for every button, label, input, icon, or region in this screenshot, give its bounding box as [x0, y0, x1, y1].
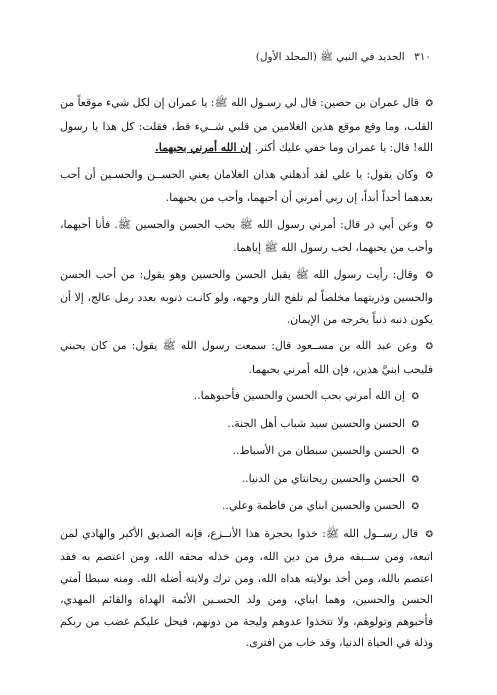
bullet-icon: ✪	[425, 220, 433, 231]
paragraph-text: وقال: رأيت رسول الله ﷺ يقبل الحسن والحسين وهو يقول: من أحب الحسن والحسين وذريتهما مخلصاً لم تلفح النار وجهه، ولو كانـت ذنوبه بعدد رمل عالج، إلا أن يكون ذنبه ذنباً يخرجه من الإيمان.	[60, 267, 433, 326]
bullet-icon: ✪	[411, 474, 419, 485]
document-body	[60, 92, 433, 659]
bullet-icon: ✪	[411, 392, 419, 402]
running-header	[62, 51, 431, 66]
paragraph-text: وعن أبي ذر قال: أمرني رسول الله ﷺ بحب الحسن والحسين ﷺ. فأنا أحبهما، وأحب من يحبهما، لحب رسول الله ﷺ إياهما.	[60, 217, 433, 254]
paragraph-text: وكان يقول: يا علي لقد أذهلني هذان الغلامان يعني الحســن والحسـين أن أحب بعدهما أحداً أبداً، إن ربي أمرني أن أحبهما، وأحب من يحبهما.	[60, 167, 433, 204]
bullet-icon: ✪	[425, 99, 433, 109]
paragraph-text: قال عمران بن حصين: قال لي رسـول الله ﷺ: يا عمران إن لكل شيء موقعاً من القلب، وما وقع موقع هذين الغلامين من قلبي شــيء قط، فقلت: كل هذا يا رسول الله! قال: يا عمران وما خفي عليك أكثر.	[60, 96, 433, 154]
short-item-text: الحسن والحسين سبطان من الأسباط..	[232, 444, 406, 457]
paragraph-1	[60, 92, 433, 159]
page-number: ٣١٠	[414, 51, 431, 63]
paragraph-text: وعن عبد الله بن مســعود قال: سمعت رسول الله ﷺ يقول: من كان يحبني فليحب ابنيَّ هذين، فإن الله أمرني بحبهما.	[60, 339, 433, 376]
paragraph-5	[60, 335, 433, 380]
short-item-text: إن الله أمرني بحب الحسن والحسين فأحبوهما..	[193, 389, 406, 402]
short-item-2	[60, 413, 433, 437]
paragraph-4	[60, 264, 433, 331]
paragraph-2	[60, 164, 433, 209]
short-item-text: الحسن والحسين ريحانتاي من الدنيا..	[241, 471, 406, 485]
bullet-icon: ✪	[425, 529, 433, 540]
paragraph-3	[60, 214, 433, 259]
bullet-icon: ✪	[411, 447, 419, 457]
short-item-4	[60, 468, 433, 492]
bullet-icon: ✪	[411, 419, 419, 430]
short-item-3	[60, 440, 433, 464]
bullet-icon: ✪	[425, 270, 433, 281]
bullet-icon: ✪	[425, 342, 434, 352]
short-item-5	[60, 495, 433, 519]
paragraph-text: قال رســول الله ﷺ: خذوا بحجزة هذا الأنــزع، فإنه الصديق الأكبر والهادي لمن اتبعه، ومن ســبقه مرق من دين الله، ومن خذله محقه الله، ومن اعتصم به فقد اعتصم بالله، ومن أخذ بولايته هداه الله، ومن ترك ولايته أضله الله. ومنه سبطا أمتي الحسن والحسين، وهما ابناي، ومن ولد الحسـين الأئمة الهداة والقائم المهدي، فأحبوهم وتولوهم، ولا تتخذوا عدوهم وليجة من دونهم، فيحل عليكم غضب من ربكم وذلة في الحياة الدنيا، وقد خاب من افترى.	[60, 526, 433, 649]
short-item-1	[60, 385, 433, 409]
bullet-icon: ✪	[425, 170, 433, 181]
running-title: الجديد في النبي ﷺ (المجلد الأول)	[255, 51, 405, 63]
short-item-text: الحسن والحسين سيد شباب أهل الجنة..	[227, 416, 406, 430]
emphasis-text: إن الله أمرني بحبهما.	[155, 141, 252, 154]
bullet-icon: ✪	[411, 502, 419, 512]
final-paragraph	[60, 523, 433, 654]
short-item-text: الحسن والحسين ابناي من فاطمة وعلي..	[221, 499, 406, 512]
